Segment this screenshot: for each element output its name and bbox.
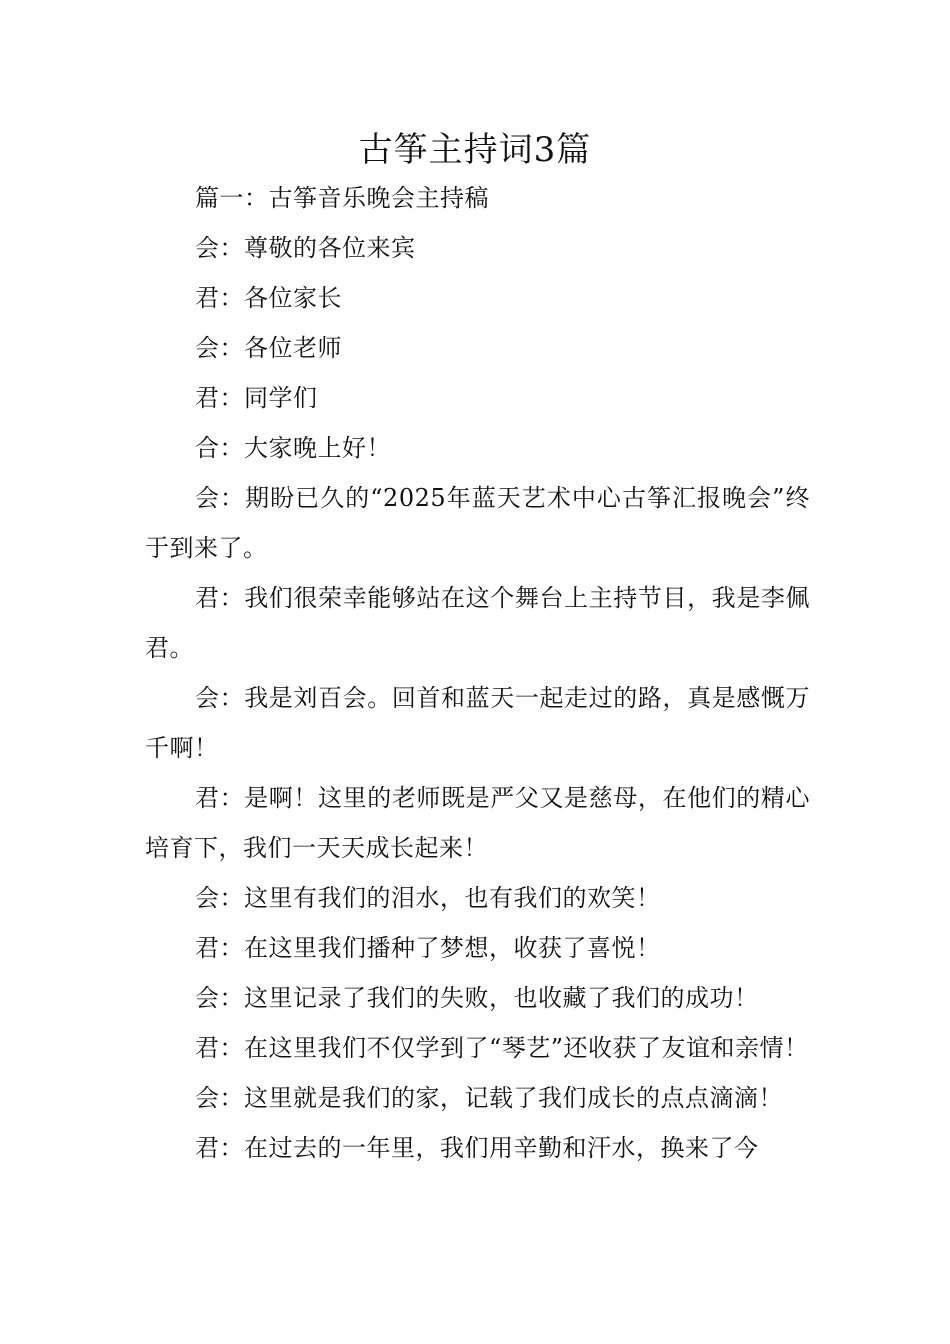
paragraph-section-heading: 篇一：古筝音乐晚会主持稿	[195, 184, 489, 212]
document-body	[145, 173, 810, 1173]
paragraph: 君：在过去的一年里，我们用辛勤和汗水，换来了今	[195, 1134, 759, 1162]
paragraph: 会：各位老师	[195, 334, 342, 362]
paragraph: 君：在这里我们不仅学到了“琴艺”还收获了友谊和亲情！	[195, 1034, 809, 1062]
paragraph: 会：尊敬的各位来宾	[195, 234, 416, 262]
paragraph: 会：期盼已久的“2025年蓝天艺术中心古筝汇报晚会”终于到来了。	[145, 484, 810, 562]
paragraph: 君：各位家长	[195, 284, 342, 312]
paragraph: 会：这里记录了我们的失败，也收藏了我们的成功！	[195, 984, 759, 1012]
paragraph: 君：同学们	[195, 384, 318, 412]
paragraph: 合：大家晚上好！	[195, 434, 391, 462]
paragraph: 君：是啊！这里的老师既是严父又是慈母，在他们的精心培育下，我们一天天成长起来！	[145, 784, 810, 862]
paragraph: 会：我是刘百会。回首和蓝天一起走过的路，真是感慨万千啊！	[145, 684, 810, 762]
document-title: 古筝主持词3篇	[358, 130, 592, 170]
paragraph: 会：这里就是我们的家，记载了我们成长的点点滴滴！	[195, 1084, 783, 1112]
paragraph: 会：这里有我们的泪水，也有我们的欢笑！	[195, 884, 661, 912]
paragraph: 君：我们很荣幸能够站在这个舞台上主持节目，我是李佩君。	[145, 584, 810, 662]
paragraph: 君：在这里我们播种了梦想，收获了喜悦！	[195, 934, 661, 962]
